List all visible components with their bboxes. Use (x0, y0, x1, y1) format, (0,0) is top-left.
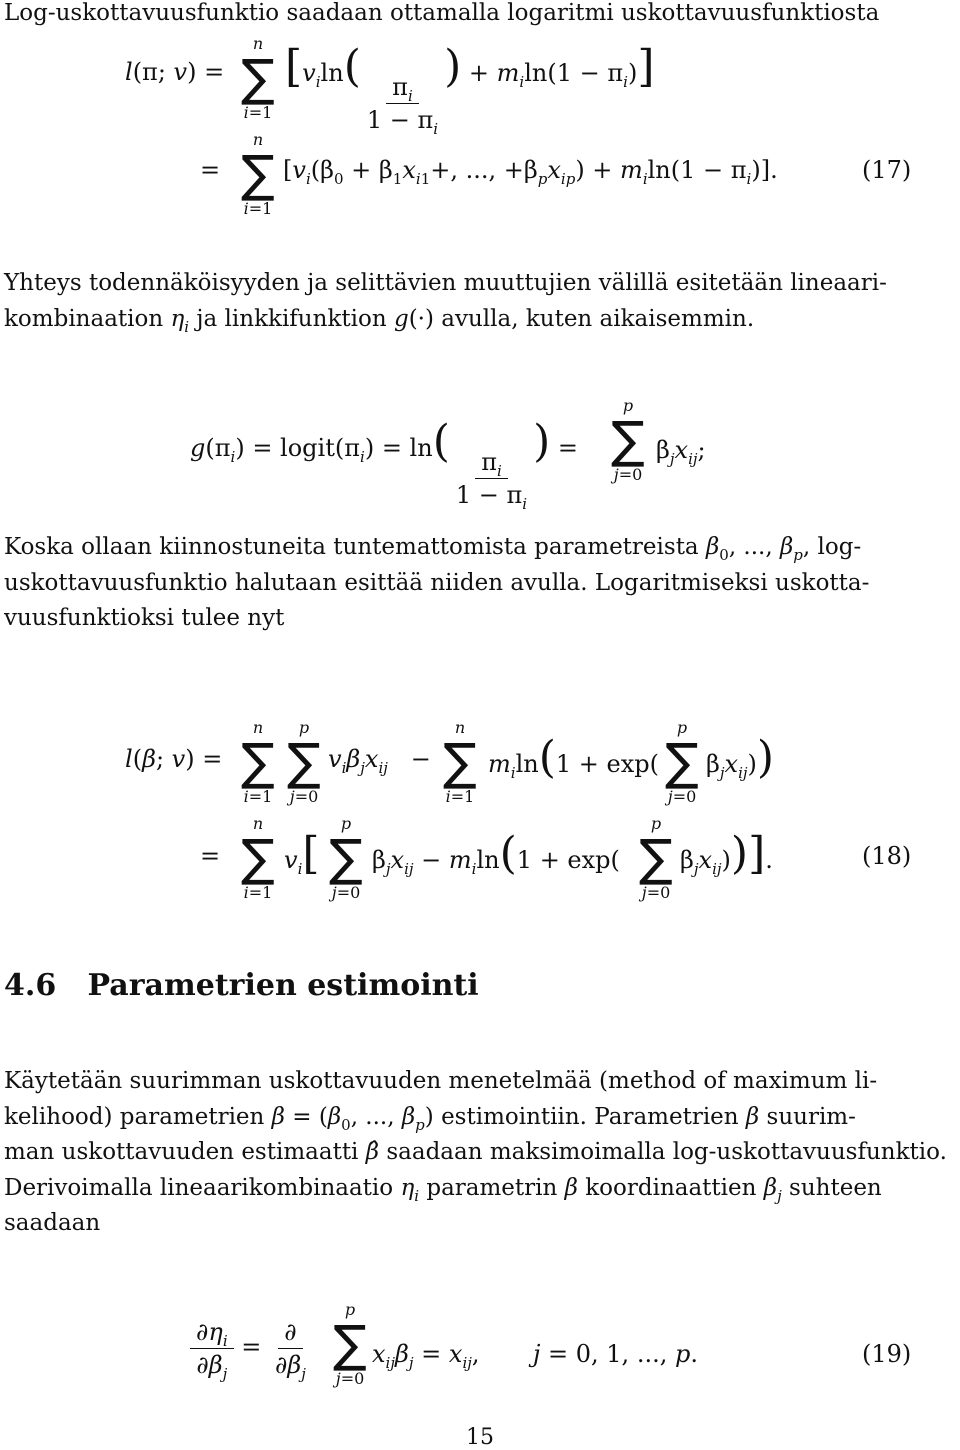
section-number: 4.6 (4, 968, 57, 1003)
eq18-row2a: $v_i$[ (284, 828, 320, 879)
eq18-term1: $v_i\beta_jx_{ij}$ − (328, 745, 431, 777)
paragraph-intro: Log-uskottavuusfunktio saadaan ottamalla logaritmi uskottavuusfunktiosta (4, 0, 880, 26)
eq17-number: (17) (862, 156, 912, 184)
eq18-term2: $m_i\ln(1 + \exp$( (488, 732, 659, 783)
eq18-sum-j3: p ∑ j=0 (329, 814, 363, 902)
eq17-row2: [$v_i(\beta_0 + \beta_1x_{i1}+$, ..., $+\beta_px_{ip}) + m_i\ln(1 - \pi_i)$]. (283, 156, 778, 188)
eq-link-sum: p ∑ j=0 (611, 396, 645, 484)
eq17-lhs: l(π; v) = (125, 58, 225, 86)
eq17-row1: [$v_i\ln$( $\frac{\pi_i}{1 - \pi_i}$ ) + $m_i\ln(1 - \pi_i)$] (285, 41, 655, 138)
eq19-number: (19) (862, 1340, 912, 1368)
eq17-sum1: n ∑ i=1 (241, 34, 275, 122)
eq18-sum-j4: p ∑ j=0 (639, 814, 673, 902)
section-heading (4, 968, 479, 1003)
eq18-sum-i1: n ∑ i=1 (241, 718, 275, 806)
section-title: Parametrien estimointi (87, 968, 479, 1003)
eq19-rhs: $x_{ij}\beta_j = x_{ij}$, j = 0, 1, ..., p. (372, 1340, 698, 1372)
eq18-sum-i3: n ∑ i=1 (241, 814, 275, 902)
paragraph-ml-line4: Derivoimalla lineaarikombinaatio $\eta_i$ parametrin β koordinaattien $\beta_j$ suhteen (4, 1175, 882, 1205)
eq18-sum-i2: n ∑ i=1 (443, 718, 477, 806)
paragraph-ml-line2: kelihood) parametrien $\beta = (\beta_0$, ..., $\beta_p$) estimointiin. Parametrien β suurim- (4, 1104, 856, 1134)
eq-link-rhs: $\beta_jx_{ij}$; (656, 436, 706, 468)
eq18-lhs: l(β; v) = (125, 745, 223, 773)
paragraph-ml-line5: saadaan (4, 1210, 101, 1236)
paragraph-params-line1: Koska ollaan kiinnostuneita tuntemattomista parametreista $\beta_0$, ..., $\beta_p$, log- (4, 534, 862, 564)
paragraph-link-line2: kombinaation $\eta_i$ ja linkkifunktion g(·) avulla, kuten aikaisemmin. (4, 306, 755, 336)
eq-link-lhs: $g(\pi_i)$ = $logit(\pi_i) = \ln$( $\frac{\pi_i}{1 - \pi_i}$ ) = (190, 416, 579, 513)
eq17-sum2: n ∑ i=1 (241, 130, 275, 218)
eq18-term3: $\beta_jx_{ij}$)) (706, 732, 775, 783)
eq18-eq2: = (200, 842, 221, 870)
paragraph-ml-line1: Käytetään suurimman uskottavuuden menetelmää (method of maximum li- (4, 1068, 878, 1094)
paragraph-params-line3: vuusfunktioksi tulee nyt (4, 605, 285, 631)
paragraph-params-line2: uskottavuusfunktio halutaan esittää niiden avulla. Logaritmiseksi uskotta- (4, 570, 870, 596)
eq18-row2b: $\beta_jx_{ij} - m_i\ln(1 + \exp$( (372, 828, 620, 879)
paragraph-link-line1: Yhteys todennäköisyyden ja selittävien muuttujien välillä esitetään lineaari- (4, 270, 887, 296)
eq18-sum-j2: p ∑ j=0 (665, 718, 699, 806)
eq17-eq2: = (200, 156, 221, 184)
eq18-number: (18) (862, 842, 912, 870)
eq19-sum: p ∑ j=0 (333, 1300, 367, 1388)
eq18-row2c: $\beta_jx_{ij}$))]. (680, 828, 773, 879)
eq18-sum-j1: p ∑ j=0 (287, 718, 321, 806)
page-number: 15 (466, 1425, 494, 1450)
paragraph-ml-line3: man uskottavuuden estimaatti β̂ saadaan maksimoimalla log-uskottavuusfunktio. (4, 1139, 947, 1165)
eq19-lhs: $\frac{\partial\eta_i}{\partial\beta_j}$ = $\frac{\partial}{\partial\beta_j}$ (190, 1318, 312, 1379)
